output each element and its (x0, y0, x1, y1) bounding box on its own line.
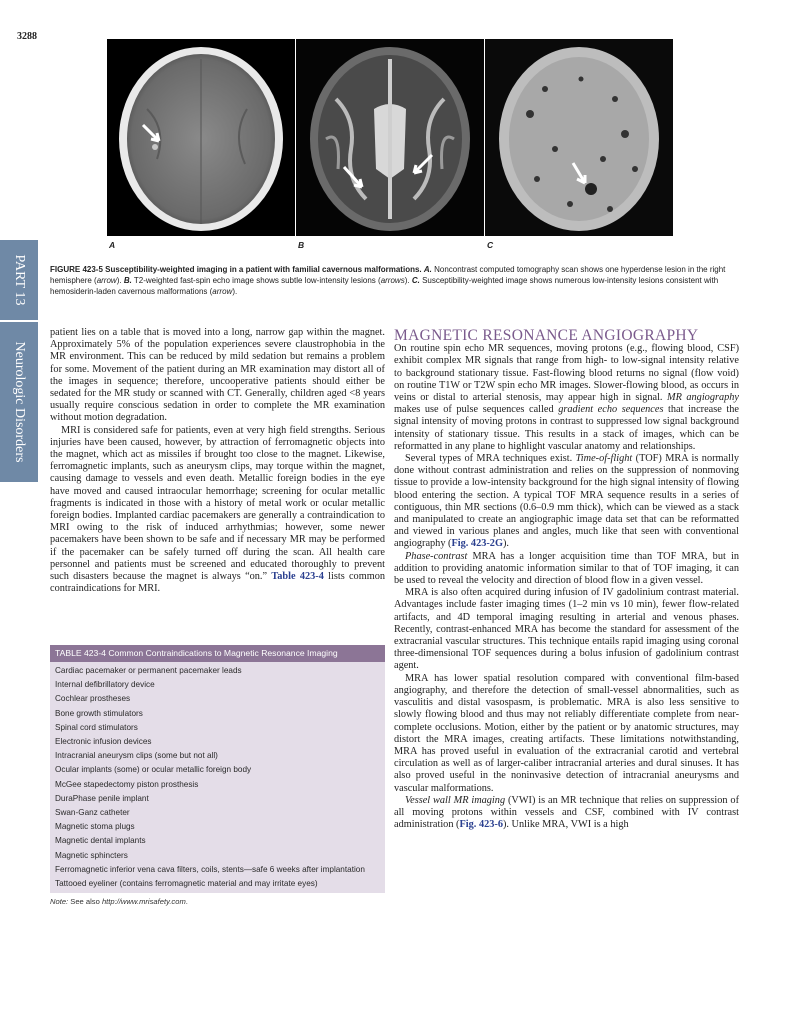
table-row: Magnetic sphincters (55, 850, 128, 860)
table-ref-link[interactable]: Table 423-4 (271, 571, 324, 583)
table-row: Intracranial aneurysm clips (some but not all) (55, 751, 218, 761)
table-note-url[interactable]: http://www.mrisafety.com (101, 897, 186, 907)
table-body (50, 662, 385, 893)
table-note (50, 897, 385, 906)
figure-ref-link[interactable]: Fig. 423-2G (451, 538, 503, 550)
sidebar-part-label: PART 13 (12, 254, 27, 306)
right-paragraph-3 (394, 551, 739, 588)
table-row: DuraPhase penile implant (55, 793, 149, 803)
right-paragraph-4: MRA is also often acquired during infusion of IV gadolinium contrast material. Advantages include faster imaging times (1–2 min vs 10 min), fewer flow-related artifacts, and 4D temporal imaging resulting in arterial and venous phases. Recently, contrast-enhanced MRA has become the standard for assessment of the extracranial vascular structures. This technique entails rapid imaging using coronal three-dimensional TOF sequences during a bolus infusion of gadolinium contrast agent. (394, 587, 739, 672)
caption-c-text: Susceptibility-weighted image shows numerous low-intensity lesions consistent with hemosiderin-laden cavernous malformations ( (50, 276, 719, 296)
caption-a-label: A. (423, 265, 432, 274)
table-row: Swan-Ganz catheter (55, 808, 130, 818)
table-row: Magnetic stoma plugs (55, 822, 135, 832)
figure-caption-title: Susceptibility-weighted imaging in a patient with familial cavernous malformations. (105, 265, 422, 274)
right-paragraph-1 (394, 343, 739, 453)
left-paragraph-1: patient lies on a table that is moved into a long, narrow gap within the magnet. Approximately 5% of the population experiences severe claustrophobia in the MR environment. This can be reduced by mild sedation but remains a problem for some. Movement of the patient during an MR examination may distort all of the images in sequence; therefore, uncooperative patients should either be sedated for the MR study or scanned with CT. Generally, children aged <8 years usually require conscious sedation in order to complete the MR examination without motion degradation. (50, 327, 385, 424)
right-p6-text-b: ). Unlike MRA, VWI is a high (502, 819, 629, 831)
right-p6-text-a: (VWI) is an MR technique that relies on suppression of all moving protons within vessels and CSF, combined with IV contrast administration ( (394, 794, 740, 831)
figure-ref-link[interactable]: Fig. 423-6 (459, 819, 503, 831)
panel-label-a: A (109, 240, 116, 250)
section-heading: MAGNETIC RESONANCE ANGIOGRAPHY (394, 327, 699, 344)
caption-b-end: ). (404, 276, 410, 285)
left-column (50, 327, 385, 595)
figure-panel-b-t2 (296, 39, 484, 236)
right-paragraph-6 (394, 795, 739, 832)
table-row: Internal defibrillatory device (55, 680, 155, 690)
right-p3-text: MRA has a longer acquisition time than TOF MRA, but in addition to providing anatomic information similar to that of TOF imaging, it can be used to reveal the velocity and direction of blood flow in a given vessel. (394, 550, 739, 587)
right-p3-em: Phase-contrast (405, 550, 468, 562)
table-row: Electronic infusion devices (55, 737, 152, 747)
sidebar-section-label: Neurologic Disorders (12, 341, 27, 463)
ct-brain-image (107, 39, 295, 236)
caption-b-em: arrows (380, 276, 405, 285)
panel-label-c: C (487, 240, 494, 250)
sidebar-part-tab (0, 240, 38, 320)
caption-a-em: arrow (96, 276, 117, 285)
sidebar-section-tab (0, 322, 38, 482)
right-p1-text-a: On routine spin echo MR sequences, moving protons (e.g., flowing blood, CSF) exhibit complex MR signals that range from high- to low-signal intensity relative to background stationary tissue. Fast-flowing blood returns no signal (flow void) on routine T1W or T2W spin echo MR images. Slower-flowing blood, as occurs in veins or distal to arterial stenosis, may appear high in signal. (394, 343, 739, 404)
table-row: Magnetic dental implants (55, 836, 146, 846)
right-p2-em: Time-of-flight (575, 453, 633, 465)
table-row: Ocular implants (some) or ocular metallic foreign body (55, 765, 252, 775)
t2-brain-image (296, 39, 484, 236)
caption-c-em: arrow (212, 287, 233, 296)
figure-panel-a-ct (107, 39, 295, 236)
table-row: Bone growth stimulators (55, 708, 143, 718)
left-paragraph-2-text: MRI is considered safe for patients, even at very high field strengths. Serious injuries have been caused, however, by attraction of ferromagnetic objects into the magnet, which act as missiles if brought too close to the magnet. Likewise, ferromagnetic implants, such as aneurysm clips, may torque within the magnet, causing damage to vessels and even death. Metallic foreign bodies in the eye have moved and caused intraocular hemorrhage; screening for ocular metallic fragments is indicated in those with a history of metal work or ocular metallic foreign bodies. Implanted cardiac pacemakers are generally a contraindication to MRI owing to the risk of induced arrhythmias; however, some newer pacemakers have been shown to be safe and if necessary MR may be performed if the pacemaker can be safely turned off during the scan. All health care personnel and patients must be screened and educated thoroughly to prevent such disasters because the magnet is always “on.” (50, 424, 385, 583)
caption-c-label: C. (411, 276, 420, 285)
table-row: McGee stapedectomy piston prosthesis (55, 779, 199, 789)
caption-b-label: B. (123, 276, 132, 285)
swi-brain-image (485, 39, 673, 236)
table-note-text: See also (68, 897, 102, 907)
table-note-label: Note: (50, 897, 69, 907)
table-note-end: . (185, 897, 188, 907)
right-p1-text-b: makes use of pulse sequences called (394, 404, 559, 416)
table-row: Tattooed eyeliner (contains ferromagnetic material and may irritate eyes) (55, 879, 318, 889)
right-p1-em-2: gradient echo sequences (558, 404, 664, 416)
caption-b-text: T2-weighted fast-spin echo image shows subtle low-intensity lesions ( (133, 276, 381, 285)
contraindications-table (50, 645, 385, 906)
caption-c-end: ). (232, 287, 238, 296)
right-p2-text-a: Several types of MRA techniques exist. (405, 453, 576, 465)
page-number: 3288 (17, 31, 37, 42)
right-paragraph-5: MRA has lower spatial resolution compared with conventional film-based angiography, and therefore the detection of small-vessel abnormalities, such as vasculitis and distal vasospasm, is problematic. MRA is also less sensitive to slowly flowing blood and thus may not reliably differentiate complete from near-complete occlusions. Motion, either by the patient or by anatomic structures, may distort the MRA images, creating artifacts. These limitations notwithstanding, MRA has proved useful in evaluation of the extracranial carotid and vertebral circulation as well as of larger-caliber intracranial arteries and dural sinuses. It has also proved useful in the noninvasive detection of intracranial aneurysms and vascular malformations. (394, 672, 739, 794)
left-paragraph-2 (50, 425, 385, 596)
right-p2-end: ). (502, 538, 509, 550)
right-paragraph-2 (394, 453, 739, 551)
right-p1-em-1: MR angiography (667, 392, 739, 404)
table-row: Spinal cord stimulators (55, 722, 138, 732)
caption-a-text: Noncontrast computed tomography scan shows one hyperdense lesion in the right hemisphere ( (50, 265, 726, 285)
table-row: Ferromagnetic inferior vena cava filters, coils, stents—safe 6 weeks after implantation (55, 864, 365, 874)
right-column (394, 327, 740, 831)
right-p6-em: Vessel wall MR imaging (405, 794, 506, 806)
right-p1-text-c: that increase the signal intensity of moving protons in contrast to suppressed low signal background intensity of stationary tissue. This results in a stack of images, which can be reformatted in any plane to highlight vascular anatomy and relationships. (394, 404, 739, 452)
table-row: Cardiac pacemaker or permanent pacemaker leads (55, 666, 242, 675)
figure-panel-c-swi (485, 39, 673, 236)
figure-caption-label: FIGURE 423-5 (50, 265, 103, 274)
caption-a-end: ). (116, 276, 122, 285)
table-title: TABLE 423-4 Common Contraindications to Magnetic Resonance Imaging (50, 645, 385, 662)
figure-caption (50, 264, 742, 297)
right-p2-text-b: (TOF) MRA is normally done without contrast administration and relies on the suppression of nonmoving tissue to provide a low-intensity background for the high signal intensity of flowing blood entering the section. A typical TOF MRA sequence results in a series of contiguous, thin MR sections (0.6–0.9 mm thick), which can be viewed as a stack and manipulated to create an angiographic image data set that can be reformatted and viewed in various planes and angles, much like that seen with conventional angiography ( (394, 453, 739, 550)
panel-label-b: B (298, 240, 305, 250)
table-row: Cochlear prostheses (55, 694, 131, 704)
left-paragraph-2-end: lists common contraindications for MRI. (50, 571, 386, 595)
